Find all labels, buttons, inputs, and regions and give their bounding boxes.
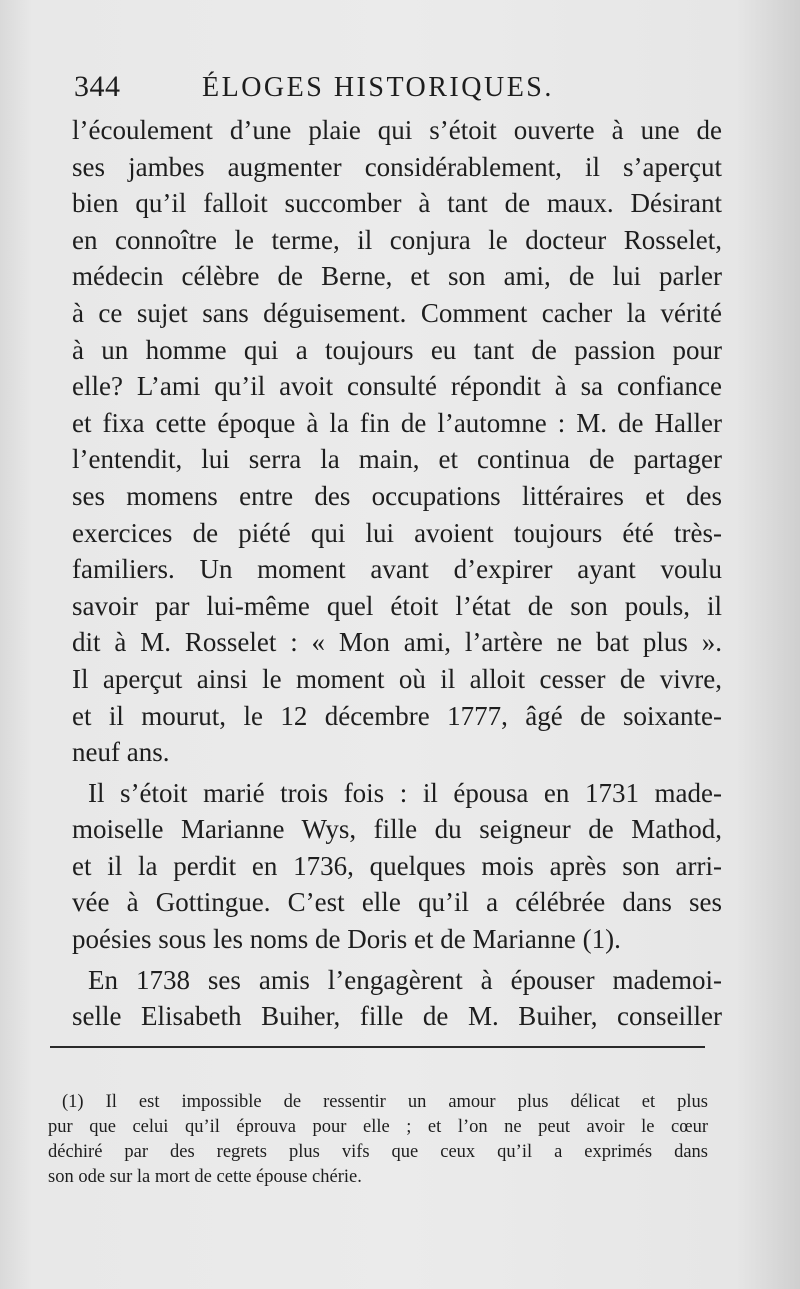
paragraph-1 (72, 112, 722, 771)
text-line: médecin célèbre de Berne, et son ami, de lui parler (72, 261, 722, 292)
footnote-rule (50, 1046, 705, 1048)
text-line: et fixa cette époque à la fin de l’automne : M. de Haller (72, 407, 722, 438)
body-text (72, 112, 722, 1035)
text-line: en connoître le terme, il conjura le docteur Rosselet, (72, 224, 722, 255)
page-header (74, 70, 714, 110)
running-title: ÉLOGES HISTORIQUES. (202, 72, 554, 103)
paragraph-2 (72, 775, 722, 958)
text-line: l’écoulement d’une plaie qui s’étoit ouverte à une de (72, 115, 722, 145)
text-line: familiers. Un moment avant d’expirer ayant voulu (72, 554, 722, 585)
text-line: neuf ans. (72, 737, 170, 768)
text-line: selle Elisabeth Buiher, fille de M. Buiher, conseiller (72, 1001, 722, 1032)
text-line: et il la perdit en 1736, quelques mois après son arri- (72, 850, 722, 881)
footnote-line: déchiré par des regrets plus vifs que ceux qu’il a exprimés dans (48, 1142, 708, 1162)
text-line: à un homme qui a toujours eu tant de passion pour (72, 334, 722, 365)
text-line: Il s’étoit marié trois fois : il épousa en 1731 made- (88, 777, 722, 808)
page-number: 344 (74, 70, 121, 103)
text-line: savoir par lui-même quel étoit l’état de son pouls, il (72, 590, 722, 621)
footnote (48, 1090, 708, 1190)
footnote-line: pur que celui qu’il éprouva pour elle ; et l’on ne peut avoir le cœur (48, 1117, 708, 1137)
paragraph-3 (72, 962, 722, 1035)
text-line: En 1738 ses amis l’engagèrent à épouser mademoi- (88, 964, 722, 995)
text-line: l’entendit, lui serra la main, et continua de partager (72, 444, 722, 475)
text-line: ses jambes augmenter considérablement, il s’aperçut (72, 151, 722, 182)
text-line: et il mourut, le 12 décembre 1777, âgé de soixante- (72, 700, 722, 731)
text-line: dit à M. Rosselet : « Mon ami, l’artère ne bat plus ». (72, 627, 722, 658)
text-line: moiselle Marianne Wys, fille du seigneur de Mathod, (72, 814, 722, 845)
text-line: bien qu’il falloit succomber à tant de maux. Désirant (72, 188, 722, 219)
text-line: ses momens entre des occupations littéraires et des (72, 480, 722, 511)
text-line: Il aperçut ainsi le moment où il alloit cesser de vivre, (72, 663, 722, 694)
text-line: exercices de piété qui lui avoient toujours été très- (72, 517, 722, 548)
text-line: à ce sujet sans déguisement. Comment cacher la vérité (72, 297, 722, 328)
footnote-line: (1) Il est impossible de ressentir un amour plus délicat et plus (62, 1092, 708, 1112)
text-line: elle? L’ami qu’il avoit consulté répondit à sa confiance (72, 371, 722, 402)
text-line: vée à Gottingue. C’est elle qu’il a célébrée dans ses (72, 887, 722, 918)
text-line: poésies sous les noms de Doris et de Marianne (1). (72, 924, 621, 955)
footnote-line: son ode sur la mort de cette épouse chérie. (48, 1167, 362, 1187)
